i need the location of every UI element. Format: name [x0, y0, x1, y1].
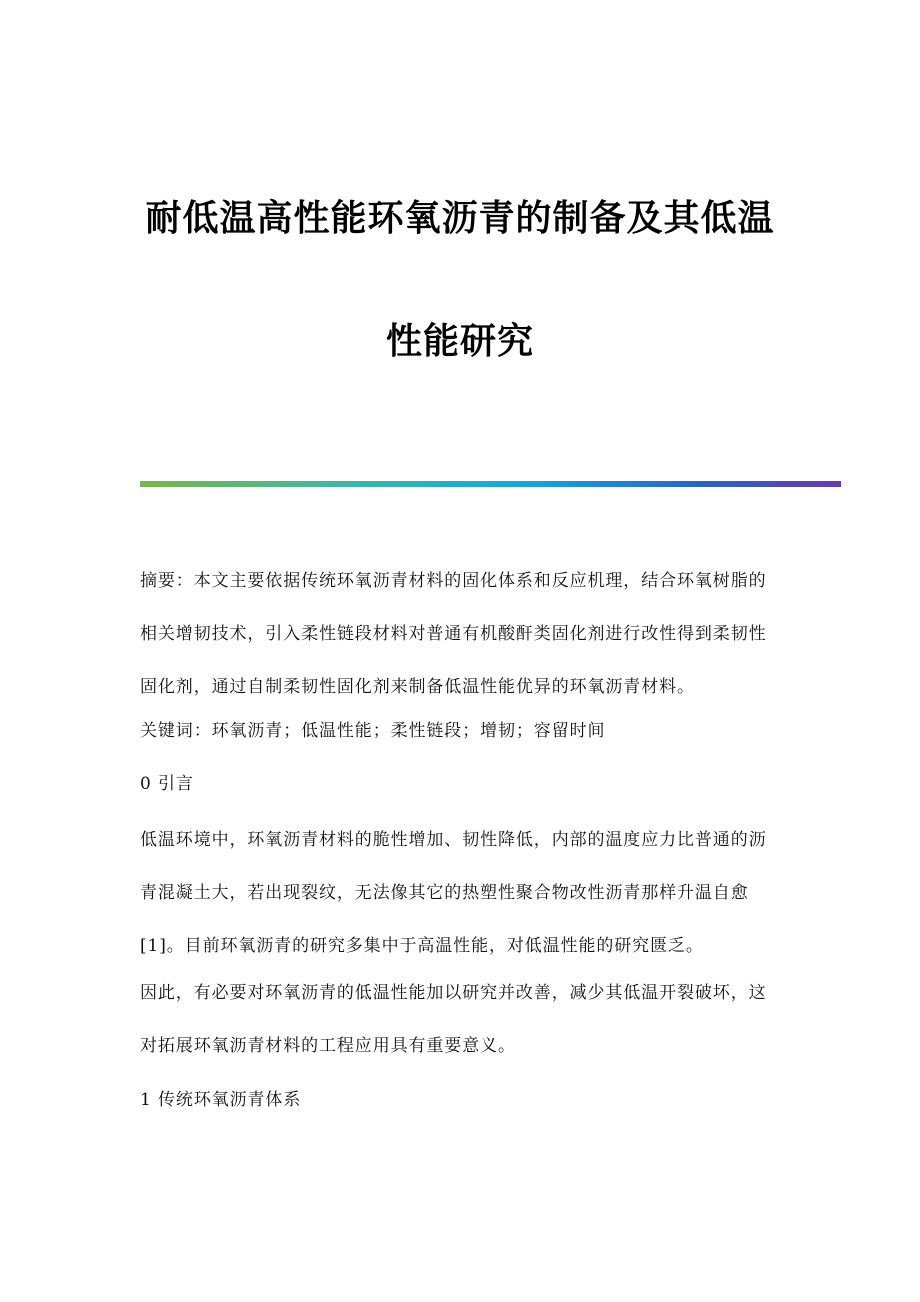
section-heading-introduction: 0 引言 — [140, 774, 194, 794]
document-title-line-1: 耐低温高性能环氧沥青的制备及其低温 — [145, 198, 775, 239]
introduction-paragraph-2: 因此，有必要对环氧沥青的低温性能加以研究并改善，减少其低温开裂破坏，这对拓展环氧沥青材料的工程应用具有重要意义。 — [140, 983, 767, 1056]
section-heading-traditional-system: 1 传统环氧沥青体系 — [140, 1090, 302, 1110]
abstract-paragraph: 摘要：本文主要依据传统环氧沥青材料的固化体系和反应机理，结合环氧树脂的相关增韧技术，引入柔性链段材料对普通有机酸酐类固化剂进行改性得到柔韧性固化剂，通过自制柔韧性固化剂来制备低温性能优异的环氧沥青材料。 — [140, 571, 767, 697]
gradient-divider — [140, 481, 841, 487]
keywords-line: 关键词：环氧沥青；低温性能；柔性链段；增韧；容留时间 — [140, 721, 606, 741]
introduction-paragraph-1: 低温环境中，环氧沥青材料的脆性增加、韧性降低，内部的温度应力比普通的沥青混凝土大，若出现裂纹，无法像其它的热塑性聚合物改性沥青那样升温自愈[1]。目前环氧沥青的研究多集中于高温性能，对低温性能的研究匮乏。 — [140, 830, 767, 956]
document-title-line-2: 性能研究 — [385, 321, 534, 362]
